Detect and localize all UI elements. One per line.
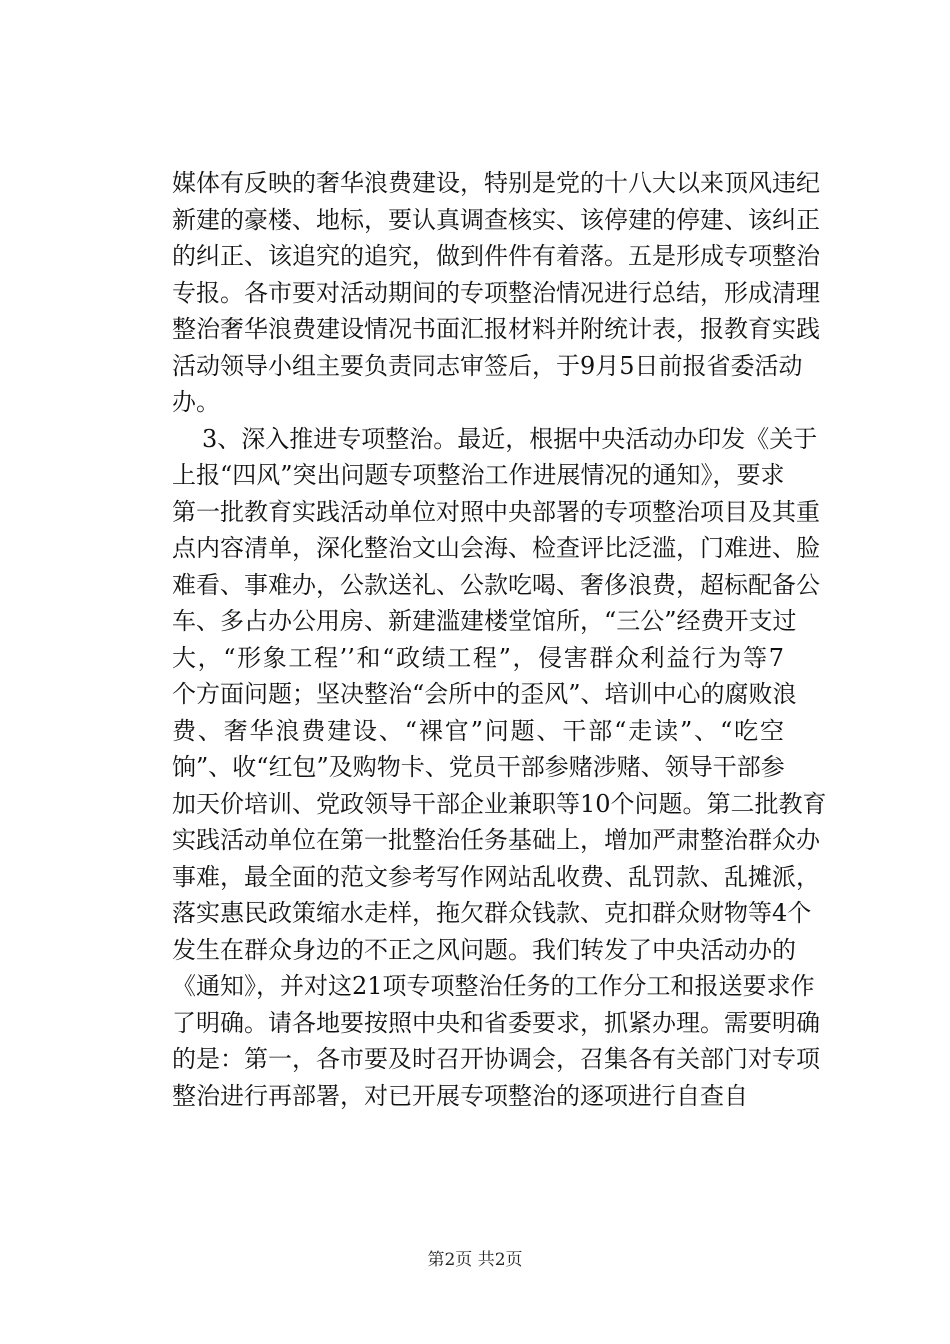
text-line: 专报。各市要对活动期间的专项整治情况进行总结，形成清理 (172, 278, 820, 307)
text-line: 难看、事难办，公款送礼、公款吃喝、奢侈浪费，超标配备公 (172, 570, 820, 599)
text-line: 实践活动单位在第一批整治任务基础上，增加严肃整治群众办 (172, 826, 820, 854)
text-line: 落实惠民政策缩水走样，拖欠群众钱款、克扣群众财物等4个 (172, 899, 812, 927)
text-line: 加天价培训、党政领导干部企业兼职等10个问题。第二批教育 (172, 789, 827, 818)
text-line: 上报“四风”突出问题专项整治工作进展情况的通知》，要求 (172, 461, 785, 489)
text-line: 的是：第一，各市要及时召开协调会，召集各有关部门对专项 (172, 1045, 820, 1073)
text-line: 点内容清单，深化整治文山会海、检查评比泛滥，门难进、脸 (172, 534, 820, 562)
text-line: 媒体有反映的奢华浪费建设，特别是党的十八大以来顶风违纪 (172, 169, 820, 197)
text-line: 车、多占办公用房、新建滥建楼堂馆所，“三公”经费开支过 (172, 607, 797, 635)
text-line: 整治进行再部署，对已开展专项整治的逐项进行自查自 (172, 1081, 748, 1110)
text-line: 费、奢华浪费建设、“裸官”问题、干部“走读”、“吃空 (172, 716, 784, 745)
text-line: 《通知》，并对这21项专项整治任务的工作分工和报送要求作 (172, 972, 815, 1000)
text-line: 饷”、收“红包”及购物卡、党员干部参赌涉赌、领导干部参 (172, 753, 785, 781)
body-text (172, 165, 827, 1114)
text-line: 新建的豪楼、地标，要认真调查核实、该停建的停建、该纠正 (172, 205, 820, 234)
text-line: 的纠正、该追究的追究，做到件件有着落。五是形成专项整治 (172, 242, 820, 270)
text-line: 整治奢华浪费建设情况书面汇报材料并附统计表，报教育实践 (172, 315, 820, 343)
text-line: 个方面问题；坚决整治“会所中的歪风”、培训中心的腐败浪 (172, 680, 797, 708)
text-line: 办。 (172, 388, 220, 416)
text-line: 活动领导小组主要负责同志审签后，于9月5日前报省委活动 (172, 351, 803, 380)
text-line: 了明确。请各地要按照中央和省委要求，抓紧办理。需要明确 (172, 1008, 820, 1037)
text-line: 大，“形象工程’’和“政绩工程”，侵害群众利益行为等7 (172, 643, 784, 672)
text-line: 第一批教育实践活动单位对照中央部署的专项整治项目及其重 (172, 497, 820, 526)
text-line: 3、深入推进专项整治。最近，根据中央活动办印发《关于 (202, 424, 818, 453)
page-number-footer: 第2页 共2页 (427, 1250, 523, 1270)
text-line: 发生在群众身边的不正之风问题。我们转发了中央活动办的 (172, 935, 796, 964)
text-line: 事难，最全面的范文参考写作网站乱收费、乱罚款、乱摊派， (172, 862, 820, 891)
